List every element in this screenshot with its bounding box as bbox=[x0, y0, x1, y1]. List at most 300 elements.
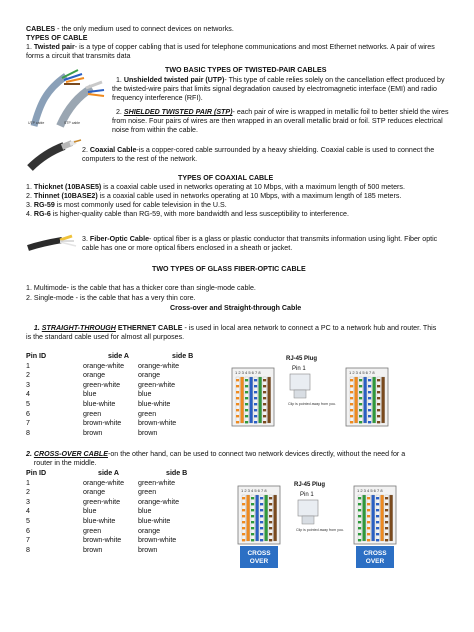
table-row bbox=[26, 371, 236, 381]
wire-stripe bbox=[236, 415, 239, 417]
table-row bbox=[26, 381, 236, 391]
wire-stripe bbox=[358, 509, 361, 511]
wire-stripe bbox=[368, 403, 371, 405]
wire-stripe bbox=[254, 409, 257, 411]
wire-stripe bbox=[367, 515, 370, 517]
wire-stripe bbox=[368, 379, 371, 381]
coax-item-term: RG-59 bbox=[33, 201, 55, 209]
wire-8 bbox=[390, 495, 393, 541]
side-a: brown-white bbox=[83, 419, 122, 428]
wire-stripe bbox=[359, 415, 362, 417]
coax-item-term: RG-6 bbox=[33, 210, 51, 218]
twisted-pair-cable-image bbox=[26, 66, 106, 130]
wire-stripe bbox=[368, 421, 371, 423]
clip-note: Clip is pointed away from you. bbox=[296, 528, 344, 532]
twisted-types-heading: TWO BASIC TYPES OF TWISTED-PAIR CABLES bbox=[165, 66, 327, 74]
wire-stripe bbox=[263, 391, 266, 393]
wire-stripe bbox=[385, 527, 388, 529]
table-row bbox=[26, 400, 236, 410]
cross-over-label-b: CROSS bbox=[363, 550, 387, 557]
wire-stripe bbox=[254, 391, 257, 393]
cross-text2: router in the middle. bbox=[33, 459, 97, 467]
side-a: blue-white bbox=[83, 399, 116, 408]
wire-stripe bbox=[350, 385, 353, 387]
stp-image-label: STP cable bbox=[64, 121, 81, 125]
wire-stripe bbox=[242, 509, 245, 511]
straight-text: - is used in local area network to connect a PC to a network hub and router. This bbox=[182, 324, 437, 332]
wire-stripe bbox=[377, 409, 380, 411]
coax-paragraph bbox=[82, 146, 472, 164]
wire-stripe bbox=[358, 533, 361, 535]
side-a: brown-white bbox=[83, 536, 122, 545]
wire-6 bbox=[373, 377, 376, 423]
pin-id: 4 bbox=[26, 390, 30, 399]
pin-id: 3 bbox=[26, 497, 30, 506]
wire-6 bbox=[259, 377, 262, 423]
wire-stripe bbox=[385, 533, 388, 535]
side-b: green bbox=[138, 488, 157, 497]
table-row bbox=[26, 517, 230, 527]
coax-num: 2. bbox=[82, 146, 90, 154]
wire-stripe bbox=[376, 509, 379, 511]
wire-stripe bbox=[269, 509, 272, 511]
wire-stripe bbox=[385, 509, 388, 511]
pin-numbers: 1 2 3 4 5 6 7 8 bbox=[349, 370, 375, 375]
wire-stripe bbox=[251, 497, 254, 499]
wire-stripe bbox=[269, 497, 272, 499]
wire-stripe bbox=[350, 421, 353, 423]
table-row bbox=[26, 488, 230, 498]
wire-stripe bbox=[236, 379, 239, 381]
wire-stripe bbox=[251, 527, 254, 529]
coax-item-text: is a coaxial cable used in networks operating at 10 Mbps, with a maximum length of 500 meters. bbox=[101, 183, 405, 191]
coax-item-num: 1. bbox=[26, 183, 34, 191]
side-b: brown bbox=[138, 428, 158, 437]
wire-stripe bbox=[242, 539, 245, 541]
wire-8 bbox=[274, 495, 277, 541]
wire-stripe bbox=[263, 409, 266, 411]
coax-item-text: is higher-quality cable than RG-59, with more bandwidth and less susceptibility to interference. bbox=[50, 210, 349, 218]
types-heading: TYPES OF CABLE bbox=[26, 34, 88, 42]
side-b: orange-white bbox=[138, 361, 180, 370]
wire-stripe bbox=[263, 379, 266, 381]
side-b: brown bbox=[138, 545, 158, 554]
pin-id: 3 bbox=[26, 380, 30, 389]
wire-4 bbox=[250, 377, 253, 423]
straight-num: 1. bbox=[33, 324, 42, 332]
utp-term: Unshielded twisted pair (UTP) bbox=[123, 76, 225, 84]
pin-id: 5 bbox=[26, 399, 30, 408]
table-row bbox=[26, 419, 236, 429]
cross-over-term: CROSS-OVER CABLE bbox=[33, 450, 108, 458]
cross-num: 2. bbox=[26, 450, 34, 458]
wire-stripe bbox=[376, 521, 379, 523]
wire-stripe bbox=[358, 539, 361, 541]
wire-stripe bbox=[385, 521, 388, 523]
wire-2 bbox=[247, 495, 250, 541]
wire-stripe bbox=[368, 391, 371, 393]
stp-num: 2. bbox=[115, 108, 124, 116]
side-a: green-white bbox=[83, 380, 121, 389]
side-b: brown-white bbox=[138, 419, 177, 428]
wire-stripe bbox=[367, 497, 370, 499]
wire-6 bbox=[381, 495, 384, 541]
rj45-clip bbox=[294, 390, 306, 398]
wire-stripe bbox=[251, 515, 254, 517]
wire-stripe bbox=[359, 421, 362, 423]
pin-id: 5 bbox=[26, 516, 30, 525]
wire-stripe bbox=[269, 527, 272, 529]
coax-item-num: 4. bbox=[26, 210, 34, 218]
side-a: orange-white bbox=[83, 361, 125, 370]
cross-over-label-a: CROSS bbox=[247, 550, 271, 557]
wire-stripe bbox=[359, 403, 362, 405]
wire-stripe bbox=[385, 539, 388, 541]
side-b: orange bbox=[138, 371, 161, 380]
coaxial-cable-image bbox=[26, 136, 82, 172]
wire-stripe bbox=[376, 497, 379, 499]
pin-numbers: 1 2 3 4 5 6 7 8 bbox=[241, 488, 267, 493]
utp-image-label: UTP cable bbox=[28, 121, 45, 125]
utp-line-3: frequency interference (RFI). bbox=[112, 94, 203, 102]
wire-stripe bbox=[236, 403, 239, 405]
stp-cable-illustration bbox=[60, 82, 104, 126]
wire-stripe bbox=[358, 503, 361, 505]
rj45-plug-icon bbox=[298, 500, 318, 516]
twisted-pair-term: Twisted pair bbox=[33, 43, 75, 51]
table-row bbox=[26, 410, 236, 420]
table-header-row bbox=[26, 352, 236, 362]
wire-stripe bbox=[254, 421, 257, 423]
coax-item bbox=[26, 192, 466, 201]
side-b: green-white bbox=[138, 380, 176, 389]
table-row bbox=[26, 498, 230, 508]
stp-line-3: noise from within the cable. bbox=[112, 126, 198, 134]
wire-stripe bbox=[236, 397, 239, 399]
side-a: blue bbox=[83, 390, 97, 399]
pin-id: 2 bbox=[26, 488, 30, 497]
pin-id: 8 bbox=[26, 545, 30, 554]
wire-stripe bbox=[359, 409, 362, 411]
wire-stripe bbox=[376, 515, 379, 517]
wire-stripe bbox=[269, 521, 272, 523]
side-b: blue-white bbox=[138, 516, 171, 525]
pin-numbers: 1 2 3 4 5 6 7 8 bbox=[235, 370, 261, 375]
wiring-heading: Cross-over and Straight-through Cable bbox=[170, 304, 302, 312]
wire-8 bbox=[382, 377, 385, 423]
pin-id: 7 bbox=[26, 419, 30, 428]
side-b: brown-white bbox=[138, 536, 177, 545]
cross-text: -on the other hand, can be used to connect two network devices directly, without the need for a bbox=[108, 450, 406, 458]
wire-stripe bbox=[245, 391, 248, 393]
pin-id: 1 bbox=[26, 478, 30, 487]
wire-4 bbox=[364, 377, 367, 423]
wire-stripe bbox=[251, 503, 254, 505]
tp-text: - is a type of copper cabling that is used for telephone communications and most Ethernet networks. A pair of wires bbox=[74, 43, 435, 51]
wire-stripe bbox=[376, 503, 379, 505]
wire-stripe bbox=[254, 403, 257, 405]
wire-stripe bbox=[367, 527, 370, 529]
clip-note: Clip is pointed away from you. bbox=[288, 402, 336, 406]
wire-4 bbox=[372, 495, 375, 541]
side-a: orange bbox=[83, 488, 106, 497]
cables-term: CABLES bbox=[26, 25, 56, 33]
side-b: orange-white bbox=[138, 497, 180, 506]
wire-stripe bbox=[245, 403, 248, 405]
utp-paragraph bbox=[112, 76, 464, 103]
wire-stripe bbox=[377, 397, 380, 399]
side-a: brown bbox=[83, 428, 103, 437]
wire-stripe bbox=[254, 415, 257, 417]
wire-stripe bbox=[359, 397, 362, 399]
straight-through-paragraph bbox=[26, 324, 466, 342]
wire-stripe bbox=[377, 391, 380, 393]
cross-pin-table bbox=[26, 469, 230, 555]
pin-numbers: 1 2 3 4 5 6 7 8 bbox=[357, 488, 383, 493]
side-b: green bbox=[138, 409, 157, 418]
cross-over-label-a: OVER bbox=[249, 558, 269, 565]
coax-text2: computers to the rest of the network. bbox=[82, 155, 198, 163]
wire-stripe bbox=[260, 497, 263, 499]
side-a: blue bbox=[83, 507, 97, 516]
rj45-plug-label: RJ-45 Plug bbox=[286, 356, 318, 362]
side-b: orange bbox=[138, 526, 161, 535]
coax-item-term: Thicknet (10BASE5) bbox=[33, 183, 102, 191]
wire-6 bbox=[265, 495, 268, 541]
fiber-num: 3. bbox=[82, 235, 90, 243]
wire-stripe bbox=[269, 539, 272, 541]
wire-stripe bbox=[245, 421, 248, 423]
wire-stripe bbox=[367, 533, 370, 535]
pin-id: 2 bbox=[26, 371, 30, 380]
wire-stripe bbox=[367, 539, 370, 541]
wire-stripe bbox=[359, 379, 362, 381]
wire-stripe bbox=[350, 415, 353, 417]
wire-stripe bbox=[385, 503, 388, 505]
wire-stripe bbox=[236, 421, 239, 423]
fiber-paragraph bbox=[82, 235, 472, 253]
tp-num: 1. bbox=[26, 43, 34, 51]
wire-stripe bbox=[245, 397, 248, 399]
wire-stripe bbox=[245, 385, 248, 387]
table-row bbox=[26, 536, 230, 546]
wire-stripe bbox=[385, 515, 388, 517]
wire-stripe bbox=[377, 421, 380, 423]
side-b-header: side B bbox=[172, 352, 194, 360]
coax-item bbox=[26, 183, 466, 192]
wire-stripe bbox=[385, 497, 388, 499]
fiber-types-heading: TWO TYPES OF GLASS FIBER-OPTIC CABLE bbox=[152, 265, 306, 273]
twisted-pair-paragraph bbox=[26, 43, 456, 61]
wire-stripe bbox=[254, 397, 257, 399]
wire-stripe bbox=[245, 415, 248, 417]
side-a: green-white bbox=[83, 497, 121, 506]
side-a: brown bbox=[83, 545, 103, 554]
wire-stripe bbox=[269, 503, 272, 505]
rj45-plug-label: RJ-45 Plug bbox=[294, 482, 326, 488]
wire-stripe bbox=[242, 497, 245, 499]
wire-stripe bbox=[245, 409, 248, 411]
wire-stripe bbox=[236, 409, 239, 411]
cross-over-label-b: OVER bbox=[365, 558, 385, 565]
wire-stripe bbox=[377, 385, 380, 387]
side-a: orange-white bbox=[83, 478, 125, 487]
wire-8 bbox=[268, 377, 271, 423]
pin-id: 6 bbox=[26, 526, 30, 535]
utp-line-2: the twisted-wire pairs that limits signal degradation caused by electromagnetic interface (EMI) and radio bbox=[112, 85, 437, 93]
wire-stripe bbox=[260, 527, 263, 529]
wire-2 bbox=[355, 377, 358, 423]
wire-stripe bbox=[260, 515, 263, 517]
pin-id: 8 bbox=[26, 428, 30, 437]
table-row bbox=[26, 429, 236, 439]
wire-stripe bbox=[251, 521, 254, 523]
pin-id-header: Pin ID bbox=[26, 352, 47, 360]
wire-stripe bbox=[260, 539, 263, 541]
wire-stripe bbox=[263, 403, 266, 405]
pin1-label: Pin 1 bbox=[292, 366, 306, 372]
stp-term: SHIELDED TWISTED PAIR (STP) bbox=[123, 108, 233, 116]
side-b: blue bbox=[138, 390, 152, 399]
table-row bbox=[26, 390, 236, 400]
pin-id: 6 bbox=[26, 409, 30, 418]
cables-definition: - the only medium used to connect devices on networks. bbox=[55, 25, 234, 33]
wire-stripe bbox=[242, 515, 245, 517]
wire-stripe bbox=[358, 497, 361, 499]
utp-text: - This type of cable relies solely on the cancellation effect produced by bbox=[224, 76, 445, 84]
stp-text: - each pair of wire is wrapped in metallic foil to better shield the wires bbox=[232, 108, 449, 116]
coax-item-text: is most commonly used for cable television in the U.S. bbox=[54, 201, 227, 209]
coax-item bbox=[26, 201, 466, 210]
straight-through-wiring-diagram bbox=[230, 346, 392, 442]
straight-pin-table bbox=[26, 352, 236, 438]
side-b-header: side B bbox=[166, 469, 188, 477]
coax-text: -is a copper-cored cable surrounded by a heavy shielding. Coaxial cable is used to connect the bbox=[136, 146, 435, 154]
wire-stripe bbox=[263, 421, 266, 423]
multimode-item: 1. Multimode- is the cable that has a thicker core than single-mode cable. bbox=[26, 284, 256, 292]
wire-stripe bbox=[367, 521, 370, 523]
wire-stripe bbox=[368, 415, 371, 417]
side-a: green bbox=[83, 526, 102, 535]
cross-over-paragraph bbox=[26, 450, 466, 468]
wire-stripe bbox=[368, 397, 371, 399]
pin-id: 7 bbox=[26, 536, 30, 545]
rj45-clip bbox=[302, 516, 314, 524]
side-b: green-white bbox=[138, 478, 176, 487]
wire-stripe bbox=[368, 409, 371, 411]
wire-stripe bbox=[263, 415, 266, 417]
table-row bbox=[26, 479, 230, 489]
wire-stripe bbox=[377, 415, 380, 417]
side-b: blue bbox=[138, 507, 152, 516]
rj45-plug-icon bbox=[290, 374, 310, 390]
wire-stripe bbox=[358, 527, 361, 529]
wire-stripe bbox=[367, 509, 370, 511]
wire-stripe bbox=[359, 391, 362, 393]
stp-line-2: from noise. Four pairs of wires are then wrapped in an overall metallic braid or foil. STP reduces electrical bbox=[112, 117, 443, 125]
wire-stripe bbox=[245, 379, 248, 381]
straight-text2: is the standard cable used for almost all purposes. bbox=[26, 333, 185, 341]
coax-item-num: 3. bbox=[26, 201, 34, 209]
wire-stripe bbox=[377, 403, 380, 405]
straight-through-term-2: ETHERNET CABLE bbox=[115, 324, 183, 332]
wire-stripe bbox=[368, 385, 371, 387]
wire-stripe bbox=[236, 385, 239, 387]
fiber-text2: cable has one or more optical fibers enclosed in a sheath or jacket. bbox=[82, 244, 293, 252]
fiber-text: - optical fiber is a glass or plastic conductor that transmits information using light. Fiber optic bbox=[149, 235, 438, 243]
coax-item-term: Thinnet (10BASE2) bbox=[33, 192, 98, 200]
table-header-row bbox=[26, 469, 230, 479]
wire-stripe bbox=[251, 533, 254, 535]
wire-2 bbox=[363, 495, 366, 541]
singlemode-item: 2. Single-mode - is the cable that has a very thin core. bbox=[26, 294, 196, 302]
table-row bbox=[26, 527, 230, 537]
pin-id: 1 bbox=[26, 361, 30, 370]
side-a: blue-white bbox=[83, 516, 116, 525]
wire-stripe bbox=[376, 539, 379, 541]
wire-stripe bbox=[377, 379, 380, 381]
utp-num: 1. bbox=[115, 76, 124, 84]
cross-over-wiring-diagram bbox=[236, 476, 400, 584]
wire-stripe bbox=[269, 533, 272, 535]
side-a-header: side A bbox=[108, 352, 130, 360]
wire-stripe bbox=[260, 533, 263, 535]
stp-paragraph bbox=[112, 108, 464, 135]
wire-stripe bbox=[254, 385, 257, 387]
tp-text2: forms a circuit that transmits data bbox=[26, 52, 131, 60]
side-b: blue-white bbox=[138, 399, 171, 408]
coax-term: Coaxial Cable bbox=[89, 146, 137, 154]
wire-stripe bbox=[350, 409, 353, 411]
fiber-optic-cable-image bbox=[26, 228, 82, 256]
intro-line bbox=[26, 25, 234, 34]
side-a: green bbox=[83, 409, 102, 418]
wire-2 bbox=[241, 377, 244, 423]
wire-stripe bbox=[367, 503, 370, 505]
wire-stripe bbox=[242, 521, 245, 523]
wire-stripe bbox=[260, 509, 263, 511]
table-row bbox=[26, 546, 230, 556]
wire-stripe bbox=[251, 509, 254, 511]
side-a: orange bbox=[83, 371, 106, 380]
wire-stripe bbox=[251, 539, 254, 541]
coax-types-list bbox=[26, 183, 466, 219]
wire-stripe bbox=[260, 503, 263, 505]
table-row bbox=[26, 507, 230, 517]
side-a-header: side A bbox=[98, 469, 120, 477]
pin1-label: Pin 1 bbox=[300, 492, 314, 498]
wire-stripe bbox=[350, 391, 353, 393]
wire-4 bbox=[256, 495, 259, 541]
wire-stripe bbox=[350, 403, 353, 405]
wire-stripe bbox=[236, 391, 239, 393]
coax-types-heading: TYPES OF COAXIAL CABLE bbox=[178, 174, 274, 182]
pin-id: 4 bbox=[26, 507, 30, 516]
wire-stripe bbox=[358, 521, 361, 523]
wire-stripe bbox=[242, 527, 245, 529]
wire-stripe bbox=[376, 533, 379, 535]
coax-item bbox=[26, 210, 466, 219]
straight-through-term: STRAIGHT-THROUGH bbox=[41, 324, 116, 332]
pin-id-header: Pin ID bbox=[26, 469, 47, 477]
wire-stripe bbox=[242, 533, 245, 535]
table-row bbox=[26, 362, 236, 372]
fiber-term: Fiber-Optic Cable bbox=[89, 235, 150, 243]
wire-stripe bbox=[242, 503, 245, 505]
wire-stripe bbox=[350, 379, 353, 381]
wire-stripe bbox=[376, 527, 379, 529]
wire-stripe bbox=[350, 397, 353, 399]
